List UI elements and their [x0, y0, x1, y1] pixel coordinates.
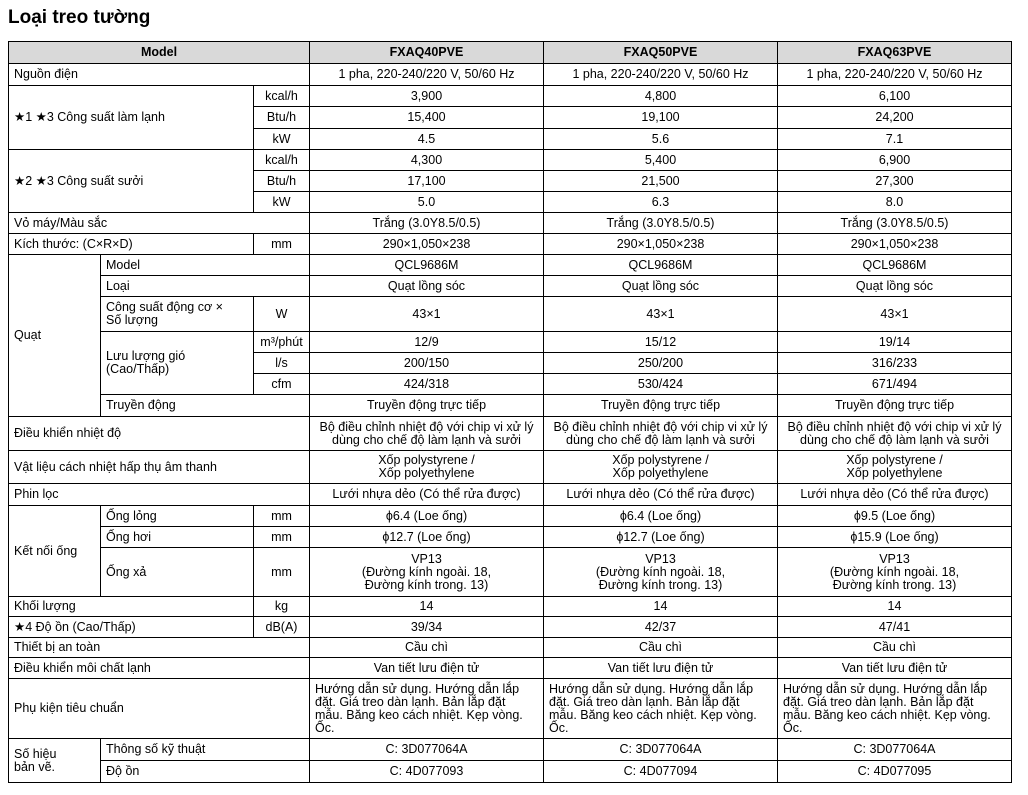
weight-value: 14	[778, 597, 1012, 617]
unit-label: kW	[254, 192, 310, 213]
row-label: Phin lọc	[9, 484, 310, 506]
sound-level-value: 39/34	[310, 617, 544, 638]
fan-motor-value: 43×1	[544, 297, 778, 332]
casing-color-row	[9, 213, 1012, 234]
row-label: Nguồn điện	[9, 64, 310, 86]
unit-label: cfm	[254, 374, 310, 395]
sound-level-row	[9, 617, 1012, 638]
air-flow-row	[9, 332, 1012, 353]
liquid-pipe-value: ϕ6.4 (Loe ống)	[310, 506, 544, 527]
unit-label: m³/phút	[254, 332, 310, 353]
page-title: Loại treo tường	[8, 7, 151, 28]
heating-capacity-value: 5.0	[310, 192, 544, 213]
fan-type-value: Quạt lồng sóc	[310, 276, 544, 297]
fan-type-value: Quạt lồng sóc	[778, 276, 1012, 297]
unit-label: mm	[254, 506, 310, 527]
model-column-header: FXAQ50PVE	[544, 42, 778, 64]
header-row	[9, 42, 1012, 64]
accessories-value: Hướng dẫn sử dụng. Hướng dẫn lắp đặt. Giá treo dàn lạnh. Bản lắp đặt mẫu. Băng keo cách nhiệt. Kẹp vòng. Ốc.	[544, 679, 778, 739]
cooling-capacity-value: 4.5	[310, 129, 544, 150]
heating-capacity-value: 8.0	[778, 192, 1012, 213]
gas-pipe-value: ϕ15.9 (Loe ống)	[778, 527, 1012, 548]
group-label: Số hiệu bản vẽ.	[9, 739, 101, 783]
dimensions-value: 290×1,050×238	[544, 234, 778, 255]
sub-label: Thông số kỹ thuật	[101, 739, 310, 761]
heating-capacity-value: 27,300	[778, 171, 1012, 192]
group-label: Kết nối ống	[9, 506, 101, 597]
air-flow-value: 19/14	[778, 332, 1012, 353]
air-flow-value: 12/9	[310, 332, 544, 353]
drawing-sound-value: C: 4D077093	[310, 761, 544, 783]
safety-device-row	[9, 638, 1012, 658]
row-label: Kích thước: (C×R×D)	[9, 234, 254, 255]
fan-model-value: QCL9686M	[544, 255, 778, 276]
temperature-control-value: Bộ điều chỉnh nhiệt độ với chip vi xử lý dùng cho chế độ làm lạnh và sưởi	[778, 417, 1012, 451]
heating-capacity-value: 6.3	[544, 192, 778, 213]
drawing-spec-value: C: 3D077064A	[310, 739, 544, 761]
cooling-capacity-value: 15,400	[310, 107, 544, 129]
dimensions-value: 290×1,050×238	[310, 234, 544, 255]
drawing-spec-value: C: 3D077064A	[778, 739, 1012, 761]
cooling-capacity-value: 3,900	[310, 86, 544, 107]
casing-color-value: Trắng (3.0Y8.5/0.5)	[544, 213, 778, 234]
accessories-row	[9, 679, 1012, 739]
temperature-control-row	[9, 417, 1012, 451]
heating-capacity-value: 5,400	[544, 150, 778, 171]
refrigerant-control-row	[9, 658, 1012, 679]
sub-label: Truyền động	[101, 395, 310, 417]
power-supply-row	[9, 64, 1012, 86]
dimensions-value: 290×1,050×238	[778, 234, 1012, 255]
refrigerant-control-value: Van tiết lưu điện tử	[310, 658, 544, 679]
row-label: Vỏ máy/Màu sắc	[9, 213, 310, 234]
row-label: Khối lượng	[9, 597, 254, 617]
cooling-capacity-value: 7.1	[778, 129, 1012, 150]
fan-motor-row	[9, 297, 1012, 332]
sound-level-value: 47/41	[778, 617, 1012, 638]
air-flow-value: 200/150	[310, 353, 544, 374]
heating-capacity-row	[9, 150, 1012, 171]
safety-device-value: Cầu chì	[310, 638, 544, 658]
drawing-sound-row	[9, 761, 1012, 783]
fan-drive-value: Truyền động trực tiếp	[544, 395, 778, 417]
fan-drive-value: Truyền động trực tiếp	[778, 395, 1012, 417]
model-header-label: Model	[9, 42, 310, 64]
gas-pipe-value: ϕ12.7 (Loe ống)	[310, 527, 544, 548]
weight-value: 14	[310, 597, 544, 617]
air-flow-value: 316/233	[778, 353, 1012, 374]
sub-label: Ống xả	[101, 548, 254, 597]
drain-pipe-value: VP13 (Đường kính ngoài. 18, Đường kính trong. 13)	[544, 548, 778, 597]
row-label: ★4 Độ ồn (Cao/Thấp)	[9, 617, 254, 638]
model-column-header: FXAQ63PVE	[778, 42, 1012, 64]
refrigerant-control-value: Van tiết lưu điện tử	[778, 658, 1012, 679]
temperature-control-value: Bộ điều chỉnh nhiệt độ với chip vi xử lý dùng cho chế độ làm lạnh và sưởi	[310, 417, 544, 451]
unit-label: kcal/h	[254, 86, 310, 107]
group-label: Quạt	[9, 255, 101, 417]
cooling-capacity-value: 24,200	[778, 107, 1012, 129]
unit-label: kW	[254, 129, 310, 150]
unit-label: kcal/h	[254, 150, 310, 171]
air-filter-value: Lưới nhựa dẻo (Có thể rửa được)	[544, 484, 778, 506]
air-filter-value: Lưới nhựa dẻo (Có thể rửa được)	[310, 484, 544, 506]
cooling-capacity-value: 4,800	[544, 86, 778, 107]
dimensions-row	[9, 234, 1012, 255]
sub-label: Loại	[101, 276, 310, 297]
cooling-capacity-value: 5.6	[544, 129, 778, 150]
weight-row	[9, 597, 1012, 617]
sound-insulation-value: Xốp polystyrene / Xốp polyethylene	[310, 451, 544, 484]
row-label: ★2 ★3 Công suất sưởi	[9, 150, 254, 213]
cooling-capacity-value: 6,100	[778, 86, 1012, 107]
air-flow-value: 671/494	[778, 374, 1012, 395]
sound-level-value: 42/37	[544, 617, 778, 638]
fan-motor-value: 43×1	[310, 297, 544, 332]
sound-insulation-value: Xốp polystyrene / Xốp polyethylene	[778, 451, 1012, 484]
unit-label: Btu/h	[254, 107, 310, 129]
drain-pipe-row	[9, 548, 1012, 597]
spec-table	[8, 41, 1012, 783]
accessories-value: Hướng dẫn sử dụng. Hướng dẫn lắp đặt. Giá treo dàn lạnh. Bản lắp đặt mẫu. Băng keo cách nhiệt. Kẹp vòng. Ốc.	[310, 679, 544, 739]
unit-label: mm	[254, 527, 310, 548]
row-label: Phụ kiện tiêu chuẩn	[9, 679, 310, 739]
power-supply-value: 1 pha, 220-240/220 V, 50/60 Hz	[778, 64, 1012, 86]
unit-label: kg	[254, 597, 310, 617]
fan-type-value: Quạt lồng sóc	[544, 276, 778, 297]
cooling-capacity-row	[9, 86, 1012, 107]
power-supply-value: 1 pha, 220-240/220 V, 50/60 Hz	[544, 64, 778, 86]
fan-drive-value: Truyền động trực tiếp	[310, 395, 544, 417]
weight-value: 14	[544, 597, 778, 617]
sound-insulation-value: Xốp polystyrene / Xốp polyethylene	[544, 451, 778, 484]
unit-label: W	[254, 297, 310, 332]
unit-label: Btu/h	[254, 171, 310, 192]
fan-type-row	[9, 276, 1012, 297]
row-label: Điều khiển môi chất lạnh	[9, 658, 310, 679]
liquid-pipe-row	[9, 506, 1012, 527]
cooling-capacity-value: 19,100	[544, 107, 778, 129]
casing-color-value: Trắng (3.0Y8.5/0.5)	[310, 213, 544, 234]
safety-device-value: Cầu chì	[544, 638, 778, 658]
refrigerant-control-value: Van tiết lưu điện tử	[544, 658, 778, 679]
heating-capacity-value: 4,300	[310, 150, 544, 171]
air-filter-value: Lưới nhựa dẻo (Có thể rửa được)	[778, 484, 1012, 506]
sub-label: Công suất động cơ × Số lượng	[101, 297, 254, 332]
accessories-value: Hướng dẫn sử dụng. Hướng dẫn lắp đặt. Giá treo dàn lạnh. Bản lắp đặt mẫu. Băng keo cách nhiệt. Kẹp vòng. Ốc.	[778, 679, 1012, 739]
air-filter-row	[9, 484, 1012, 506]
air-flow-value: 530/424	[544, 374, 778, 395]
drain-pipe-value: VP13 (Đường kính ngoài. 18, Đường kính trong. 13)	[778, 548, 1012, 597]
unit-label: mm	[254, 234, 310, 255]
sub-label: Ống lỏng	[101, 506, 254, 527]
row-label: Vật liệu cách nhiệt hấp thụ âm thanh	[9, 451, 310, 484]
sub-label: Độ ồn	[101, 761, 310, 783]
sound-insulation-row	[9, 451, 1012, 484]
liquid-pipe-value: ϕ6.4 (Loe ống)	[544, 506, 778, 527]
sub-label: Lưu lượng gió (Cao/Thấp)	[101, 332, 254, 395]
gas-pipe-row	[9, 527, 1012, 548]
drain-pipe-value: VP13 (Đường kính ngoài. 18, Đường kính trong. 13)	[310, 548, 544, 597]
drawing-spec-value: C: 3D077064A	[544, 739, 778, 761]
drawing-sound-value: C: 4D077094	[544, 761, 778, 783]
row-label: ★1 ★3 Công suất làm lạnh	[9, 86, 254, 150]
unit-label: dB(A)	[254, 617, 310, 638]
power-supply-value: 1 pha, 220-240/220 V, 50/60 Hz	[310, 64, 544, 86]
heating-capacity-value: 21,500	[544, 171, 778, 192]
sub-label: Ống hơi	[101, 527, 254, 548]
sub-label: Model	[101, 255, 310, 276]
liquid-pipe-value: ϕ9.5 (Loe ống)	[778, 506, 1012, 527]
unit-label: mm	[254, 548, 310, 597]
gas-pipe-value: ϕ12.7 (Loe ống)	[544, 527, 778, 548]
model-column-header: FXAQ40PVE	[310, 42, 544, 64]
safety-device-value: Cầu chì	[778, 638, 1012, 658]
heating-capacity-value: 17,100	[310, 171, 544, 192]
fan-motor-value: 43×1	[778, 297, 1012, 332]
drawing-spec-row	[9, 739, 1012, 761]
heating-capacity-value: 6,900	[778, 150, 1012, 171]
fan-model-row	[9, 255, 1012, 276]
air-flow-value: 250/200	[544, 353, 778, 374]
unit-label: l/s	[254, 353, 310, 374]
fan-model-value: QCL9686M	[778, 255, 1012, 276]
temperature-control-value: Bộ điều chỉnh nhiệt độ với chip vi xử lý dùng cho chế độ làm lạnh và sưởi	[544, 417, 778, 451]
row-label: Điều khiển nhiệt độ	[9, 417, 310, 451]
drawing-sound-value: C: 4D077095	[778, 761, 1012, 783]
fan-drive-row	[9, 395, 1012, 417]
air-flow-value: 15/12	[544, 332, 778, 353]
casing-color-value: Trắng (3.0Y8.5/0.5)	[778, 213, 1012, 234]
row-label: Thiết bị an toàn	[9, 638, 310, 658]
air-flow-value: 424/318	[310, 374, 544, 395]
fan-model-value: QCL9686M	[310, 255, 544, 276]
